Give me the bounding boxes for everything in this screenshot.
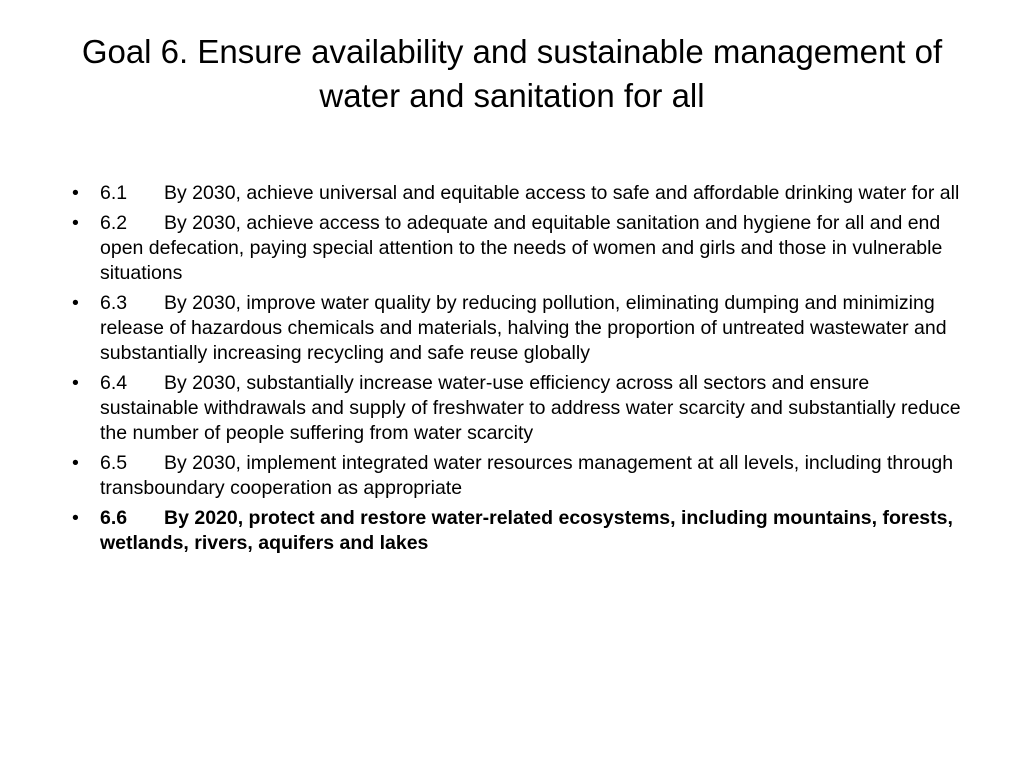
target-text: By 2030, substantially increase water-use efficiency across all sectors and ensure sustainable withdrawals and supply of freshwater to address water scarcity and substantially reduce the number of people suffering from water scarcity <box>100 372 961 444</box>
target-text: By 2030, implement integrated water resources management at all levels, including through transboundary cooperation as appropriate <box>100 452 954 499</box>
target-text: By 2030, achieve universal and equitable access to safe and affordable drinking water for all <box>164 182 960 204</box>
target-list <box>70 181 970 561</box>
target-number: 6.3 <box>100 292 128 314</box>
bullet-icon: • <box>72 452 79 474</box>
target-number: 6.1 <box>100 182 128 204</box>
list-item <box>70 211 970 286</box>
slide-title: Goal 6. Ensure availability and sustainable management of water and sanitation for all <box>81 33 943 114</box>
list-item <box>70 371 970 446</box>
bullet-icon: • <box>72 182 79 204</box>
target-text: By 2030, improve water quality by reducing pollution, eliminating dumping and minimizing release of hazardous chemicals and materials, halving the proportion of untreated wastewater and substantially increasing recycling and safe reuse globally <box>100 292 947 364</box>
target-number: 6.6 <box>100 507 128 529</box>
bullet-icon: • <box>72 507 79 529</box>
list-item <box>70 181 970 206</box>
bullet-icon: • <box>72 212 79 234</box>
list-item <box>70 451 970 501</box>
bullet-icon: • <box>72 292 79 314</box>
target-number: 6.2 <box>100 212 128 234</box>
bullet-icon: • <box>72 372 79 394</box>
target-number: 6.4 <box>100 372 128 394</box>
list-item-highlighted <box>70 506 970 556</box>
target-number: 6.5 <box>100 452 128 474</box>
target-text: By 2030, achieve access to adequate and equitable sanitation and hygiene for all and end open defecation, paying special attention to the needs of women and girls and those in vulnerable situations <box>100 212 943 284</box>
target-text: By 2020, protect and restore water-related ecosystems, including mountains, forests, wetlands, rivers, aquifers and lakes <box>100 507 953 554</box>
list-item <box>70 291 970 366</box>
